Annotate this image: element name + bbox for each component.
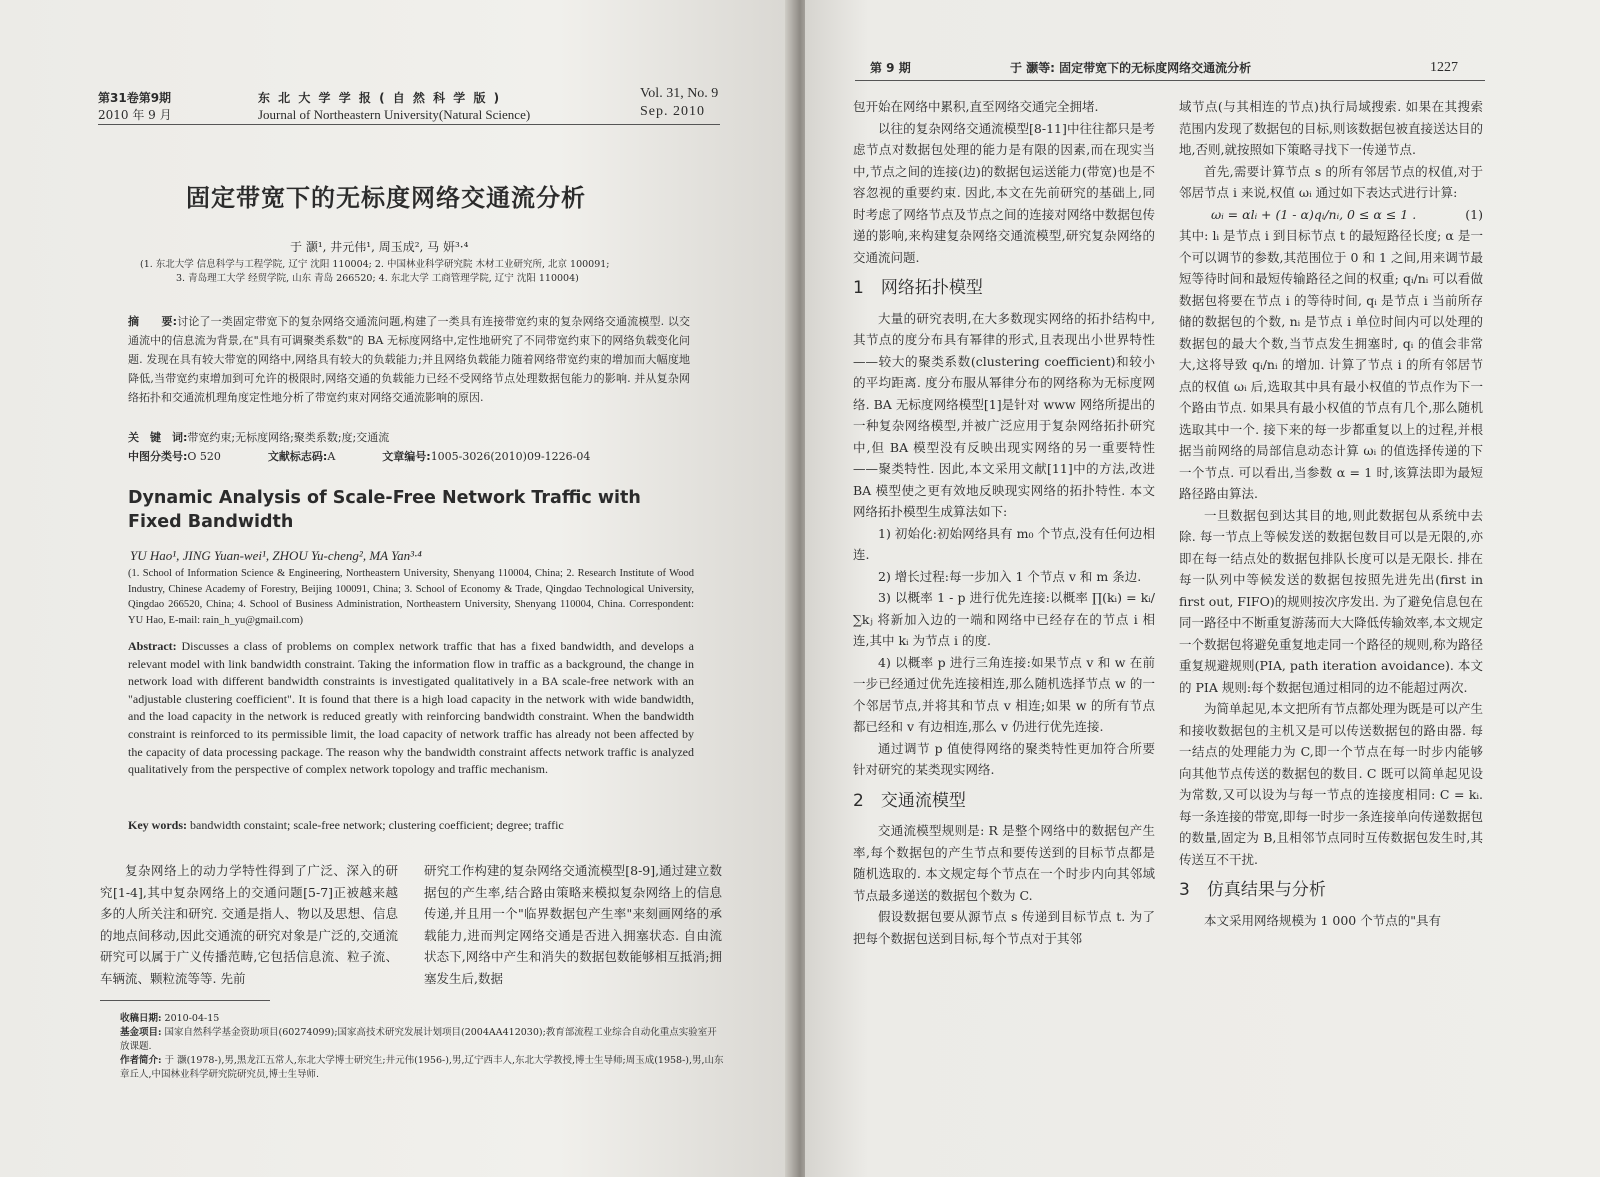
affiliation-cn-1: (1. 东北大学 信息科学与工程学院, 辽宁 沈阳 110004; 2. 中国林业科学研究院 木材工业研究所, 北京 100091; bbox=[140, 259, 610, 270]
abstract-en-label: Abstract: bbox=[128, 639, 177, 653]
fn-received-label: 收稿日期: bbox=[120, 1013, 162, 1024]
body-paragraph: 假设数据包要从源节点 s 传递到目标节点 t. 为了把每个数据包送到目标,每个节点对于其邻 bbox=[853, 909, 1155, 946]
keywords-label: 关 键 词: bbox=[128, 431, 188, 444]
paper-title-en: Dynamic Analysis of Scale-Free Network Traffic with Fixed Bandwidth bbox=[128, 488, 641, 532]
algorithm-step-4: 4) 以概率 p 进行三角连接:如果节点 v 和 w 在前一步已经通过优先连接相连,那么随机选择节点 w 的一个邻居节点,并将其和节点 v 相连;如果 w 的所有节点都已经和 v 有边相连,那么 v 仍进行优先连接. bbox=[853, 654, 1155, 734]
body-column-1 bbox=[100, 860, 398, 989]
equation-number: (1) bbox=[1465, 206, 1483, 222]
classification-line bbox=[128, 448, 698, 464]
equation-1 bbox=[1179, 204, 1483, 226]
authors-cn: 于 灏¹, 井元伟¹, 周玉成², 马 妍³·⁴ bbox=[290, 240, 469, 254]
cls-label: 中图分类号: bbox=[128, 450, 188, 463]
footnotes bbox=[120, 1012, 724, 1082]
body-paragraph: 本文采用网络规模为 1 000 个节点的"具有 bbox=[1204, 912, 1441, 928]
abstract-text: 讨论了一类固定带宽下的复杂网络交通流问题,构建了一类具有连接带宽约束的复杂网络交通流模型. 以交通流中的信息流为背景,在"具有可调聚类系数"的 BA 无标度网络中,定性地研究了不同带宽约束下的网络负载变化问题. 发现在具有较大带宽的网络中,网络具有较大的负载能力;并且网络负载能力随着网络带宽约束的增加而大幅度地降低,当带宽约束增加到可允许的极限时,网络交通的负载能力已经不受网络节点处理数据包能力的影响. 并从复杂网络拓扑和交通流机理角度定性地分析了带宽约束对网络交通流影响的原因. bbox=[128, 315, 690, 404]
journal-volume-cn: 第31卷第9期 bbox=[98, 91, 172, 105]
artno-value: 1005-3026(2010)09-1226-04 bbox=[430, 450, 591, 463]
journal-name-cn: 东 北 大 学 学 报 ( 自 然 科 学 版 ) bbox=[258, 91, 502, 105]
header-rule bbox=[98, 124, 720, 125]
abstract-label: 摘 要: bbox=[128, 315, 178, 328]
cls-value: O 520 bbox=[187, 450, 221, 463]
algorithm-step-2: 2) 增长过程:每一步加入 1 个节点 v 和 m 条边. bbox=[878, 568, 1142, 584]
fn-fund-label: 基金项目: bbox=[120, 1027, 162, 1038]
journal-date-en: Sep. 2010 bbox=[640, 104, 705, 119]
right-column-1 bbox=[853, 96, 1155, 949]
abstract-en bbox=[128, 638, 694, 779]
keywords-cn bbox=[128, 429, 690, 445]
body-paragraph: 其中: lᵢ 是节点 i 到目标节点 t 的最短路径长度; α 是一个可以调节的参数,其范围位于 0 和 1 之间,用来调节最短等待时间和最短传输路径之间的权重; qᵢ/nᵢ 可以看做数据包将要在节点 i 的等待时间, qᵢ 是节点 i 当前所存储的数据包的个数, nᵢ 是节点 i 单位时间内可以处理的数据包的最大个数,当节点发生拥塞时, qᵢ 的值会非常大,这将导致 qᵢ/nᵢ 的增加. 计算了节点 i 的所有邻居节点的权值 ωᵢ 后,选取其中具有最小权值的节点作为下一个路由节点. 如果具有最小权值的节点有几个,那么随机选取其中一个. 接下来的每一步都重复以上的过程,并根据当前网络的局部信息动态计算 ωᵢ 的值选择传递的下一个节点. 可以看出,当参数 α = 1 时,该算法即为最短路径路由算法. bbox=[1179, 228, 1483, 501]
header-rule bbox=[855, 80, 1485, 81]
journal-name-en: Journal of Northeastern University(Natural Science) bbox=[258, 107, 531, 122]
section-heading-1: 1 网络拓扑模型 bbox=[853, 278, 983, 298]
body-paragraph: 以往的复杂网络交通流模型[8-11]中往往都只是考虑节点对数据包处理的能力是有限的因素,而在现实当中,节点之间的连接(边)的数据包运送能力(带宽)也是不容忽视的重要约束. 因此,本文在先前研究的基础上,同时考虑了网络节点及节点之间的连接对网络中数据包传递的影响,来构建复杂网络交通流模型,研究复杂网络的交通流问题. bbox=[853, 120, 1155, 265]
doccode-label: 文献标志码: bbox=[267, 450, 328, 463]
abstract-cn bbox=[128, 312, 690, 407]
issue-label: 第 9 期 bbox=[870, 61, 911, 75]
fn-received: 2010-04-15 bbox=[164, 1013, 220, 1024]
keywords-text: 带宽约束;无标度网络;聚类系数;度;交通流 bbox=[187, 431, 390, 444]
equation-body: ωᵢ = αlᵢ + (1 - α)qᵢ/nᵢ, 0 ≤ α ≤ 1 . bbox=[1211, 206, 1417, 222]
running-title: 于 灏等: 固定带宽下的无标度网络交通流分析 bbox=[1010, 61, 1252, 75]
body-paragraph: 交通流模型规则是: R 是整个网络中的数据包产生率,每个数据包的产生节点和要传送到的目标节点都是随机选取的. 本文规定每个节点在一个时步内向其邻域节点最多递送的数据包个数为 C. bbox=[853, 823, 1155, 903]
right-column-2 bbox=[1179, 96, 1483, 931]
body-paragraph: 研究工作构建的复杂网络交通流模型[8-9],通过建立数据包的产生率,结合路由策略来模拟复杂网络上的信息传递,并且用一个"临界数据包产生率"来刻画网络的承载能力,进而判定网络交通是否进入拥塞状态. 自由流状态下,网络中产生和消失的数据包数能够相互抵消;拥塞发生后,数据 bbox=[424, 863, 722, 986]
body-paragraph: 通过调节 p 值使得网络的聚类特性更加符合所要针对研究的某类现实网络. bbox=[853, 740, 1155, 777]
section-heading-3: 3 仿真结果与分析 bbox=[1179, 880, 1326, 900]
abstract-en-text: Discusses a class of problems on complex network traffic that has a fixed bandwidth, and develops a relevant model with link bandwidth constraint. Taking the information flow in traffic as a background, the change in network load with different bandwidth constraints is investigated qualitatively in a BA scale-free network with an "adjustable clustering coefficient". It is found that there is a high load capacity in the network with wide bandwidth, and the load capacity in the network is reduced greatly with reinforcing bandwidth constraint. When the bandwidth constraint is reinforced to its permissible limit, the load capacity of network traffic has already not been affected by the capacity of data processing package. The reason why the bandwidth constraint affects network traffic is analyzed qualitatively from the perspective of complex network topology and traffic mechanism. bbox=[128, 639, 694, 777]
keywords-en-label: Key words: bbox=[128, 818, 187, 832]
body-paragraph: 首先,需要计算节点 s 的所有邻居节点的权值,对于邻居节点 i 来说,权值 ωᵢ 通过如下表达式进行计算: bbox=[1179, 163, 1483, 200]
journal-volume-en: Vol. 31, No. 9 bbox=[640, 86, 719, 101]
keywords-en-text: bandwidth constaint; scale-free network; clustering coefficient; degree; traffic bbox=[190, 818, 564, 832]
section-heading-2: 2 交通流模型 bbox=[853, 790, 966, 811]
page-number: 1227 bbox=[1430, 60, 1458, 75]
footnote-rule bbox=[100, 1000, 270, 1001]
body-paragraph: 包开始在网络中累积,直至网络交通完全拥堵. bbox=[853, 99, 1099, 114]
fn-author: 于 灏(1978-),男,黑龙江五常人,东北大学博士研究生;井元伟(1956-),男,辽宁西丰人,东北大学教授,博士生导师;周玉成(1958-),男,山东章丘人,中国林业科学研究院研究员,博士生导师. bbox=[120, 1055, 724, 1080]
fn-author-label: 作者简介: bbox=[120, 1055, 162, 1066]
journal-date-cn: 2010 年 9 月 bbox=[98, 108, 172, 122]
body-paragraph: 大量的研究表明,在大多数现实网络的拓扑结构中,其节点的度分布具有幂律的形式,且表现出小世界特性——较大的聚类系数(clustering coefficient)和较小的平均距离. 度分布服从幂律分布的网络称为无标度网络. BA 无标度网络模型[1]是针对 www 网络所提出的一种复杂网络模型,并被广泛应用于复杂网络拓扑研究中,但 BA 模型没有反映出现实网络的另一重要特性——聚类特性. 因此,本文采用文献[11]中的方法,改进 BA 模型使之更有效地反映现实网络的拓扑特性. 本文网络拓扑模型生成算法如下: bbox=[853, 310, 1155, 519]
left-page bbox=[0, 0, 795, 1177]
affiliation-cn-2: 3. 青岛理工大学 经贸学院, 山东 青岛 266520; 4. 东北大学 工商管理学院, 辽宁 沈阳 110004) bbox=[176, 273, 579, 284]
body-paragraph: 为简单起见,本文把所有节点都处理为既是可以产生和接收数据包的主机又是可以传送数据包的路由器. 每一结点的处理能力为 C,即一个节点在每一时步内能够向其他节点传送的数据包的数目. C 既可以简单起见设为常数,又可以设为与每一节点的连接度相同: C = kᵢ. 每一条连接的带宽,即每一时步一条连接单向传递数据包的数量,固定为 B,且相邻节点同时互传数据包发生时,其传送互不干扰. bbox=[1179, 701, 1483, 867]
artno-label: 文章编号: bbox=[382, 450, 431, 463]
paper-title-cn: 固定带宽下的无标度网络交通流分析 bbox=[186, 184, 586, 212]
right-page bbox=[805, 0, 1600, 1177]
fn-fund: 国家自然科学基金资助项目(60274099);国家高技术研究发展计划项目(2004AA412030);教育部流程工业综合自动化重点实验室开放课题. bbox=[120, 1027, 717, 1052]
algorithm-step-1: 1) 初始化:初始网络具有 m₀ 个节点,没有任何边相连. bbox=[853, 525, 1155, 562]
affiliation-en: (1. School of Information Science & Engineering, Northeastern University, Shenyang 110004, China; 2. Research Institute of Wood Industry, Chinese Academy of Forestry, Beijing 100091, China; 3. School of Economy & Trade, Qingdao Technological University, Qingdao 266520, China; 4. School of Business Administration, Northeastern University, Shenyang 110004, China. Correspondent: YU Hao, E-mail: rain_h_yu@gmail.com) bbox=[128, 568, 694, 626]
authors-en: YU Hao¹, JING Yuan-wei¹, ZHOU Yu-cheng², MA Yan³·⁴ bbox=[130, 548, 422, 563]
algorithm-step-3: 3) 以概率 1 - p 进行优先连接:以概率 ∏(kᵢ) = kᵢ/∑kⱼ 将新加入边的一端和网络中已经存在的节点 i 相连,其中 kᵢ 为节点 i 的度. bbox=[853, 590, 1155, 648]
body-paragraph: 一旦数据包到达其目的地,则此数据包从系统中去除. 每一节点上等候发送的数据包数目可以是无限的,亦即在每一结点处的数据包排队长度可以是无限长. 排在每一队列中等候发送的数据包按照先进先出(first in first out, FIFO)的规则按次序发出. 为了避免信息包在同一路径中不断重复游荡而大大降低传输效率,本文规定一个数据包将避免重复地走同一个路径的规则,称为路径重复规避规则(PIA, path iteration avoidance). 本文的 PIA 规则:每个数据包通过相同的边不能超过两次. bbox=[1179, 507, 1483, 695]
body-paragraph: 域节点(与其相连的节点)执行局域搜索. 如果在其搜索范围内发现了数据包的目标,则该数据包被直接送达目的地,否则,就按照如下策略寻找下一传递节点. bbox=[1179, 99, 1483, 157]
doccode-value: A bbox=[327, 450, 336, 463]
body-column-2 bbox=[424, 860, 722, 989]
body-paragraph: 复杂网络上的动力学特性得到了广泛、深入的研究[1-4],其中复杂网络上的交通问题[5-7]正被越来越多的人所关注和研究. 交通是指人、物以及思想、信息的地点间移动,因此交通流的研究对象是广泛的,交通流研究可以属于广义传播范畴,它包括信息流、粒子流、车辆流、颗粒流等等. 先前 bbox=[100, 863, 398, 986]
keywords-en bbox=[128, 818, 694, 833]
